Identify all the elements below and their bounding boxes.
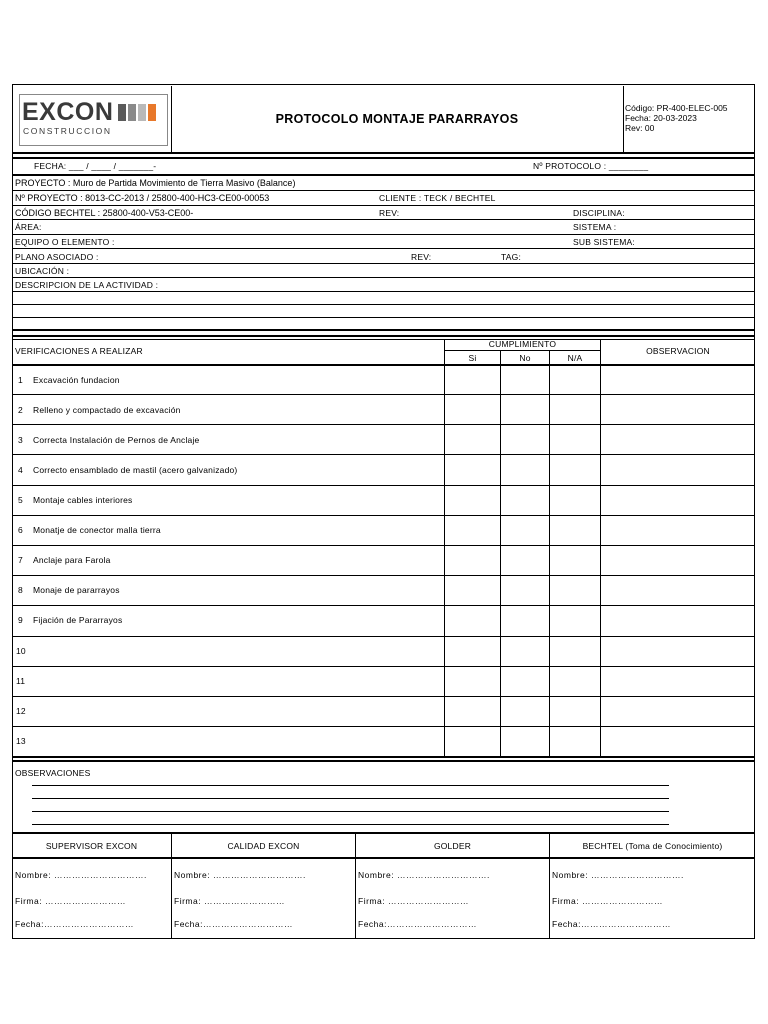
cumplimiento-header: CUMPLIMIENTO [488,339,557,349]
ubicacion-field[interactable]: UBICACIÓN : [15,266,70,276]
verificaciones-header: VERIFICACIONES A REALIZAR [15,346,143,356]
logo-subtext: CONSTRUCCION [23,126,112,136]
observaciones-input[interactable] [32,778,669,826]
checklist-item-num: 13 [16,736,26,746]
observacion-header: OBSERVACION [646,346,710,356]
rev-field[interactable]: REV: [379,208,400,218]
no-header: No [519,353,531,363]
signature-firma[interactable]: Firma: ……………………… [15,896,126,906]
signature-fecha[interactable]: Fecha:………………………… [552,919,671,929]
signature-nombre[interactable]: Nombre: …………………………. [552,870,684,880]
equipo-field[interactable]: EQUIPO O ELEMENTO : [15,237,115,247]
signature-nombre[interactable]: Nombre: …………………………. [15,870,147,880]
signature-title-golder: GOLDER [433,841,472,851]
signature-fecha[interactable]: Fecha:………………………… [358,919,477,929]
checklist-item-num: 11 [16,676,26,686]
checklist-item-num: 7 [18,555,23,565]
checklist-item-num: 6 [18,525,23,535]
signature-title-calidad: CALIDAD EXCON [227,841,300,851]
cliente-field[interactable]: CLIENTE : TECK / BECHTEL [379,193,496,203]
proyecto-field[interactable]: PROYECTO : Muro de Partida Movimiento de Tierra Masivo (Balance) [15,178,296,188]
checklist-item-text: Fijación de Pararrayos [33,615,123,625]
checklist-item-text: Monaje de pararrayos [33,585,120,595]
page-title: PROTOCOLO MONTAJE PARARRAYOS [275,112,519,126]
checklist-item-num: 5 [18,495,23,505]
checklist-item-num: 2 [18,405,23,415]
signature-title-supervisor: SUPERVISOR EXCON [45,841,138,851]
sub-sistema-field[interactable]: SUB SISTEMA: [573,237,635,247]
plano-rev-field[interactable]: REV: [411,252,432,262]
codigo-bechtel-field[interactable]: CÓDIGO BECHTEL : 25800-400-V53-CE00- [15,208,194,218]
checklist-item-num: 3 [18,435,23,445]
checklist-item-num: 9 [18,615,23,625]
checklist-item-text: Monatje de conector malla tierra [33,525,161,535]
protocolo-field[interactable]: Nº PROTOCOLO : ________ [533,161,649,171]
checklist-item-num: 10 [16,646,26,656]
n-proyecto-field[interactable]: Nº PROYECTO : 8013-CC-2013 / 25800-400-HC3-CE00-00053 [15,193,270,203]
sistema-field[interactable]: SISTEMA : [573,222,617,232]
signature-nombre[interactable]: Nombre: …………………………. [358,870,490,880]
plano-field[interactable]: PLANO ASOCIADO : [15,252,99,262]
signature-firma[interactable]: Firma: ……………………… [552,896,663,906]
checklist-item-num: 1 [18,375,23,385]
si-header: Si [468,353,477,363]
checklist-item-text: Montaje cables interiores [33,495,133,505]
signature-title-bechtel: BECHTEL (Toma de Conocimiento) [582,841,723,851]
signature-fecha[interactable]: Fecha:………………………… [174,919,293,929]
checklist-item-text: Correcto ensamblado de mastil (acero galvanizado) [33,465,238,475]
signature-firma[interactable]: Firma: ……………………… [174,896,285,906]
checklist-item-text: Relleno y compactado de excavación [33,405,181,415]
checklist-item-text: Excavación fundacion [33,375,120,385]
descripcion-field[interactable]: DESCRIPCION DE LA ACTIVIDAD : [15,280,159,290]
na-header: N/A [567,353,583,363]
logo-text: EXCON [22,98,114,126]
document-code: Código: PR-400-ELEC-005 [625,103,728,113]
signature-firma[interactable]: Firma: ……………………… [358,896,469,906]
checklist-item-text: Anclaje para Farola [33,555,111,565]
checklist-item-text: Correcta Instalación de Pernos de Anclaje [33,435,200,445]
signature-nombre[interactable]: Nombre: …………………………. [174,870,306,880]
checklist-item-num: 4 [18,465,23,475]
logo-bars-icon [118,104,158,121]
disciplina-field[interactable]: DISCIPLINA: [573,208,625,218]
observaciones-label: OBSERVACIONES [15,768,91,778]
compliance-check-cells[interactable] [445,365,600,757]
document-date: Fecha: 20-03-2023 [625,113,697,123]
fecha-field[interactable]: FECHA: ___ / ____ / _______- [34,161,157,171]
checklist-item-num: 12 [16,706,26,716]
logo [14,86,171,152]
signature-fecha[interactable]: Fecha:………………………… [15,919,134,929]
tag-field[interactable]: TAG: [501,252,522,262]
document-code-block [625,103,728,133]
checklist-item-num: 8 [18,585,23,595]
document-rev: Rev: 00 [625,123,655,133]
area-field[interactable]: ÁREA: [15,222,42,232]
observation-cells[interactable] [601,365,755,757]
